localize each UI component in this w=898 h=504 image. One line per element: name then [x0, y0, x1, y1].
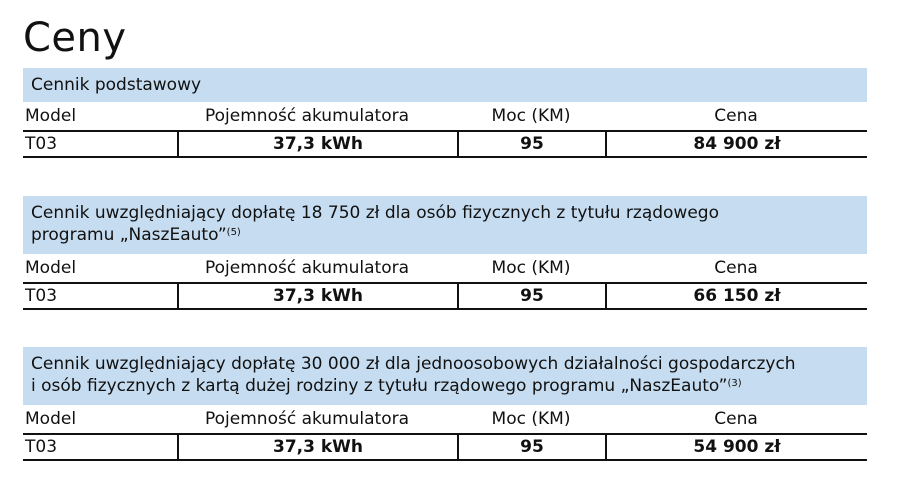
column-header-model: Model [25, 106, 77, 126]
section-header-line1: Cennik uwzględniający dopłatę 30 000 zł dla jednoosobowych działalności gospodarczych [31, 354, 796, 374]
page-title: Ceny [23, 15, 127, 61]
price-section-basic [23, 68, 867, 158]
column-header-model: Model [25, 409, 77, 429]
section-header-line2-wrap [31, 224, 719, 246]
table-row [23, 132, 867, 158]
table-row [23, 435, 867, 461]
footnote-marker: (5) [226, 227, 241, 238]
section-header-line2: programu „NaszEauto” [31, 225, 227, 245]
column-header-power: Moc (KM) [491, 106, 571, 126]
table-header-row [23, 254, 867, 284]
cell-price: 54 900 zł [605, 435, 867, 459]
price-section-subsidy-business [23, 347, 867, 461]
cell-power: 95 [457, 284, 605, 308]
cell-model: T03 [25, 286, 58, 306]
section-header-line2: i osób fizycznych z kartą dużej rodziny z tytułu rządowego programu „NaszEauto” [31, 376, 728, 396]
cell-power: 95 [457, 132, 605, 156]
section-header-line1: Cennik uwzględniający dopłatę 18 750 zł dla osób fizycznych z tytułu rządowego [31, 203, 719, 223]
column-header-model: Model [25, 258, 77, 278]
column-header-capacity: Pojemność akumulatora [205, 258, 410, 278]
cell-price: 84 900 zł [605, 132, 867, 156]
cell-model: T03 [25, 134, 58, 154]
footnote-marker: (3) [727, 378, 742, 389]
cell-capacity: 37,3 kWh [177, 435, 457, 459]
cell-power: 95 [457, 435, 605, 459]
section-header [23, 347, 867, 405]
price-section-subsidy-individual [23, 196, 867, 310]
cell-model: T03 [25, 437, 58, 457]
column-header-price: Cena [714, 106, 758, 126]
section-header-text: Cennik podstawowy [31, 75, 202, 95]
column-header-capacity: Pojemność akumulatora [205, 409, 410, 429]
table-row [23, 284, 867, 310]
cell-capacity: 37,3 kWh [177, 284, 457, 308]
cell-capacity: 37,3 kWh [177, 132, 457, 156]
column-header-capacity: Pojemność akumulatora [205, 106, 410, 126]
column-header-price: Cena [714, 409, 758, 429]
column-header-power: Moc (KM) [491, 258, 571, 278]
column-header-price: Cena [714, 258, 758, 278]
table-header-row [23, 102, 867, 132]
section-header-line2-wrap [31, 375, 796, 397]
table-header-row [23, 405, 867, 435]
section-header [23, 68, 867, 102]
section-header [23, 196, 867, 254]
column-header-power: Moc (KM) [491, 409, 571, 429]
cell-price: 66 150 zł [605, 284, 867, 308]
